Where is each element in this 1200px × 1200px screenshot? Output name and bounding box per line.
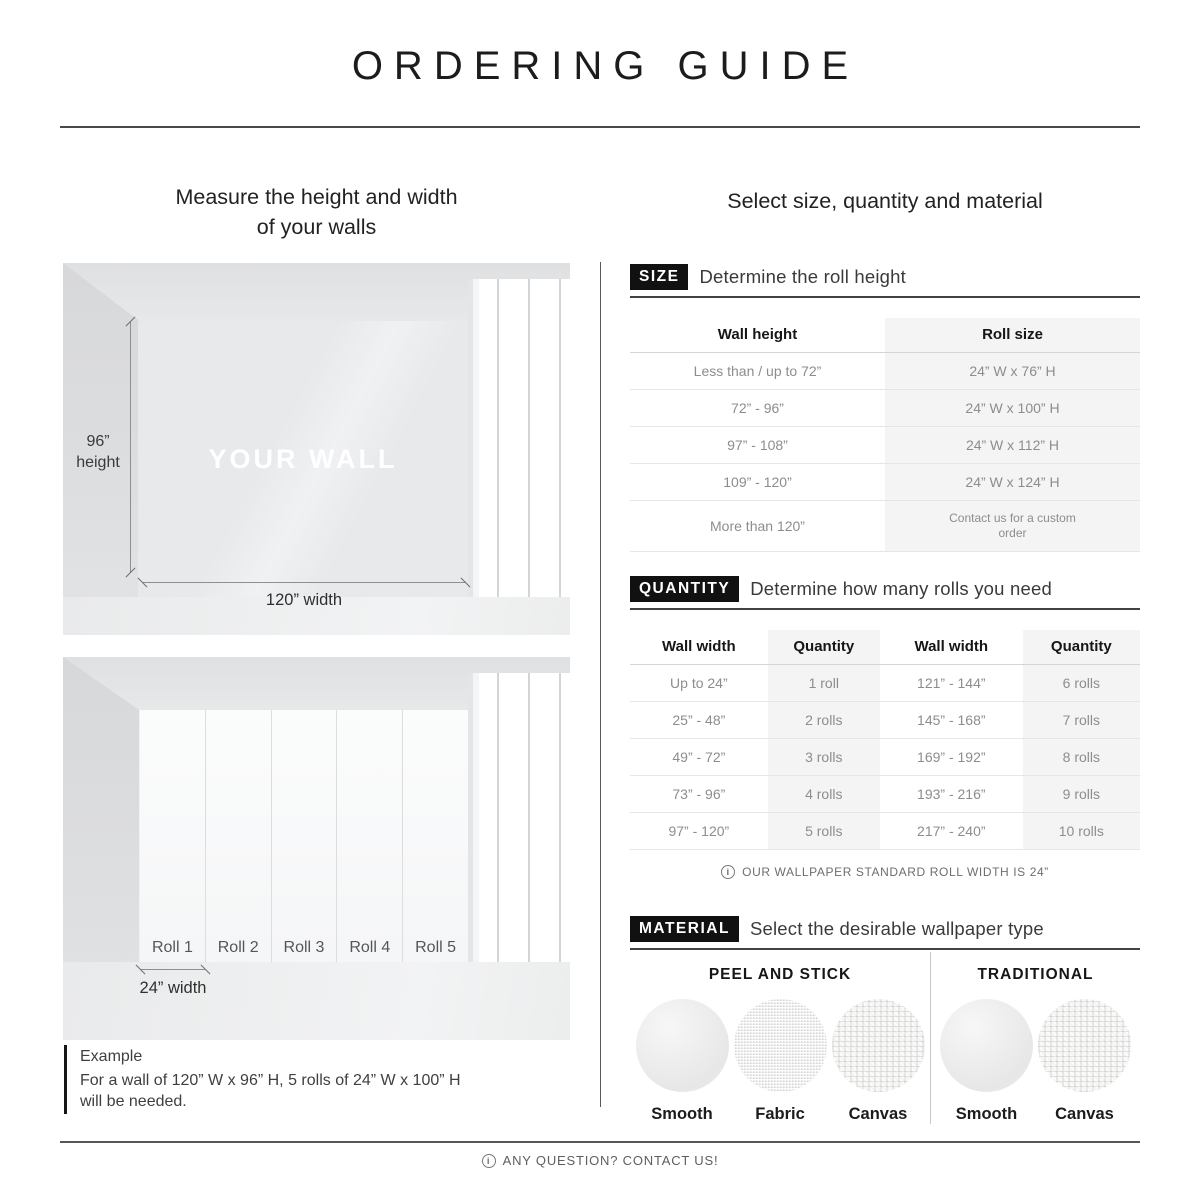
- swatch-label: Smooth: [955, 1105, 1018, 1123]
- swatch-label: Canvas: [848, 1105, 908, 1123]
- room-floor: [63, 962, 570, 1040]
- wall-width-header: Wall width: [880, 630, 1023, 665]
- page-title: ORDERING GUIDE: [351, 44, 860, 88]
- wallpaper-rolls-panels: [140, 710, 468, 962]
- example-title: Example: [80, 1048, 143, 1065]
- wall-height-cell: 97” - 108”: [630, 427, 885, 464]
- quantity-table-header-row: [630, 630, 1140, 665]
- quantity-cell: 1 roll: [768, 665, 880, 702]
- traditional-group: [930, 952, 1140, 1124]
- example-line2: will be needed.: [80, 1093, 187, 1110]
- group-title: TRADITIONAL: [977, 966, 1094, 983]
- roll-panel: [337, 710, 403, 962]
- material-badge: MATERIAL: [630, 916, 739, 942]
- quantity-cell: 7 rolls: [1023, 702, 1140, 739]
- height-word: height: [76, 454, 120, 471]
- roll-size-cell: 24” W x 100” H: [885, 390, 1140, 427]
- roll-panel: [272, 710, 338, 962]
- size-table-header-row: [630, 318, 1140, 353]
- size-section: [630, 264, 1140, 552]
- wall-height-cell: Less than / up to 72”: [630, 353, 885, 390]
- table-row: [630, 353, 1140, 390]
- quantity-cell: 5 rolls: [768, 813, 880, 850]
- table-row: [630, 776, 1140, 813]
- quantity-cell: 3 rolls: [768, 739, 880, 776]
- left-heading-line2: of your walls: [256, 215, 377, 239]
- roll-panel: [140, 710, 206, 962]
- wall-height-header: Wall height: [630, 318, 885, 353]
- table-row: [630, 427, 1140, 464]
- wall-width-header: Wall width: [630, 630, 768, 665]
- roll-size-cell: 24” W x 112” H: [885, 427, 1140, 464]
- wall-width-cell: 145” - 168”: [880, 702, 1023, 739]
- footer: [0, 1153, 1200, 1168]
- swatch-label: Smooth: [651, 1105, 713, 1123]
- quantity-badge: QUANTITY: [630, 576, 739, 602]
- example-line1: For a wall of 120” W x 96” H, 5 rolls of 24” W x 100” H: [80, 1072, 461, 1089]
- table-row: [630, 739, 1140, 776]
- wall-height-cell: More than 120”: [630, 501, 885, 552]
- wall-width-cell: 97” - 120”: [630, 813, 768, 850]
- wall-width-cell: 73” - 96”: [630, 776, 768, 813]
- material-subtitle: Select the desirable wallpaper type: [749, 918, 1044, 939]
- roll-label: Roll 3: [283, 939, 325, 956]
- swatch-label: Fabric: [755, 1105, 805, 1123]
- quantity-section-header: [630, 576, 1140, 610]
- header-divider: [60, 126, 1140, 128]
- wall-width-cell: 169” - 192”: [880, 739, 1023, 776]
- roll-label: Roll 2: [217, 939, 259, 956]
- swatch-labels: [931, 1092, 1140, 1124]
- roll-width-dimension-line: [141, 969, 205, 970]
- left-heading-line1: Measure the height and width: [175, 185, 458, 209]
- swatch-label: Canvas: [1055, 1105, 1114, 1123]
- table-row: [630, 702, 1140, 739]
- note-text: OUR WALLPAPER STANDARD ROLL WIDTH IS 24”: [742, 865, 1049, 879]
- group-title: PEEL AND STICK: [708, 966, 852, 983]
- left-column-heading: [63, 182, 570, 242]
- quantity-cell: 9 rolls: [1023, 776, 1140, 813]
- custom-order-note: Contact us for a custom order: [949, 511, 1076, 540]
- peel-and-stick-group: [630, 952, 930, 1124]
- quantity-cell: 10 rolls: [1023, 813, 1140, 850]
- quantity-cell: 8 rolls: [1023, 739, 1140, 776]
- column-divider: [600, 262, 601, 1107]
- swatch-labels: [630, 1092, 930, 1124]
- wall-width-cell: 193” - 216”: [880, 776, 1023, 813]
- window-panes: [468, 279, 570, 631]
- swatch-row: [931, 999, 1140, 1092]
- roll-size-header: Roll size: [885, 318, 1140, 353]
- material-swatch-fabric: [734, 999, 827, 1092]
- room-back-wall: [138, 321, 468, 597]
- info-icon: [482, 1154, 496, 1168]
- room-rolls-illustration: [63, 657, 570, 1040]
- example-block: [64, 1045, 461, 1114]
- quantity-table: [630, 630, 1140, 850]
- wall-height-cell: 72” - 96”: [630, 390, 885, 427]
- swatch-row: [630, 999, 930, 1092]
- room-window: [468, 279, 570, 631]
- roll-panel: [206, 710, 272, 962]
- quantity-header: Quantity: [768, 630, 880, 665]
- table-row: [630, 390, 1140, 427]
- width-dimension-label: 120” width: [265, 591, 343, 609]
- size-section-header: [630, 264, 1140, 298]
- table-row: [630, 501, 1140, 552]
- wall-width-cell: 121” - 144”: [880, 665, 1023, 702]
- room-measure-illustration: [63, 263, 570, 635]
- wall-width-cell: 49” - 72”: [630, 739, 768, 776]
- roll-label: Roll 5: [415, 939, 457, 956]
- material-groups: [630, 952, 1140, 1124]
- table-row: [630, 813, 1140, 850]
- quantity-section: [630, 576, 1140, 879]
- wall-width-cell: Up to 24”: [630, 665, 768, 702]
- quantity-cell: 2 rolls: [768, 702, 880, 739]
- roll-size-cell: 24” W x 124” H: [885, 464, 1140, 501]
- roll-size-cell: [885, 501, 1140, 552]
- quantity-header: Quantity: [1023, 630, 1140, 665]
- size-table: [630, 318, 1140, 552]
- height-dimension-label: [67, 431, 129, 473]
- material-swatch-canvas: [832, 999, 925, 1092]
- material-section: [630, 916, 1140, 1124]
- footer-divider: [60, 1141, 1140, 1143]
- table-row: [630, 464, 1140, 501]
- roll-label: Roll 1: [151, 939, 193, 956]
- table-row: [630, 665, 1140, 702]
- wall-width-cell: 217” - 240”: [880, 813, 1023, 850]
- right-column-heading: Select size, quantity and material: [727, 189, 1043, 213]
- quantity-cell: 6 rolls: [1023, 665, 1140, 702]
- quantity-cell: 4 rolls: [768, 776, 880, 813]
- height-value: 96”: [86, 433, 110, 450]
- material-swatch-canvas: [1038, 999, 1131, 1092]
- roll-width-dimension-label: 24” width: [139, 979, 207, 997]
- size-subtitle: Determine the roll height: [699, 266, 907, 287]
- roll-panel: [403, 710, 468, 962]
- info-icon: [721, 865, 735, 879]
- wall-width-cell: 25” - 48”: [630, 702, 768, 739]
- roll-label: Roll 4: [349, 939, 391, 956]
- roll-size-cell: 24” W x 76” H: [885, 353, 1140, 390]
- width-dimension-line: [143, 582, 465, 583]
- height-dimension-line: [130, 322, 131, 572]
- wall-height-cell: 109” - 120”: [630, 464, 885, 501]
- material-section-header: [630, 916, 1140, 950]
- contact-text: ANY QUESTION? CONTACT US!: [502, 1153, 719, 1168]
- roll-width-note: [630, 865, 1140, 879]
- material-swatch-smooth: [636, 999, 729, 1092]
- quantity-subtitle: Determine how many rolls you need: [750, 578, 1052, 599]
- your-wall-label: YOUR WALL: [208, 443, 398, 474]
- size-badge: SIZE: [630, 264, 688, 290]
- material-swatch-smooth: [940, 999, 1033, 1092]
